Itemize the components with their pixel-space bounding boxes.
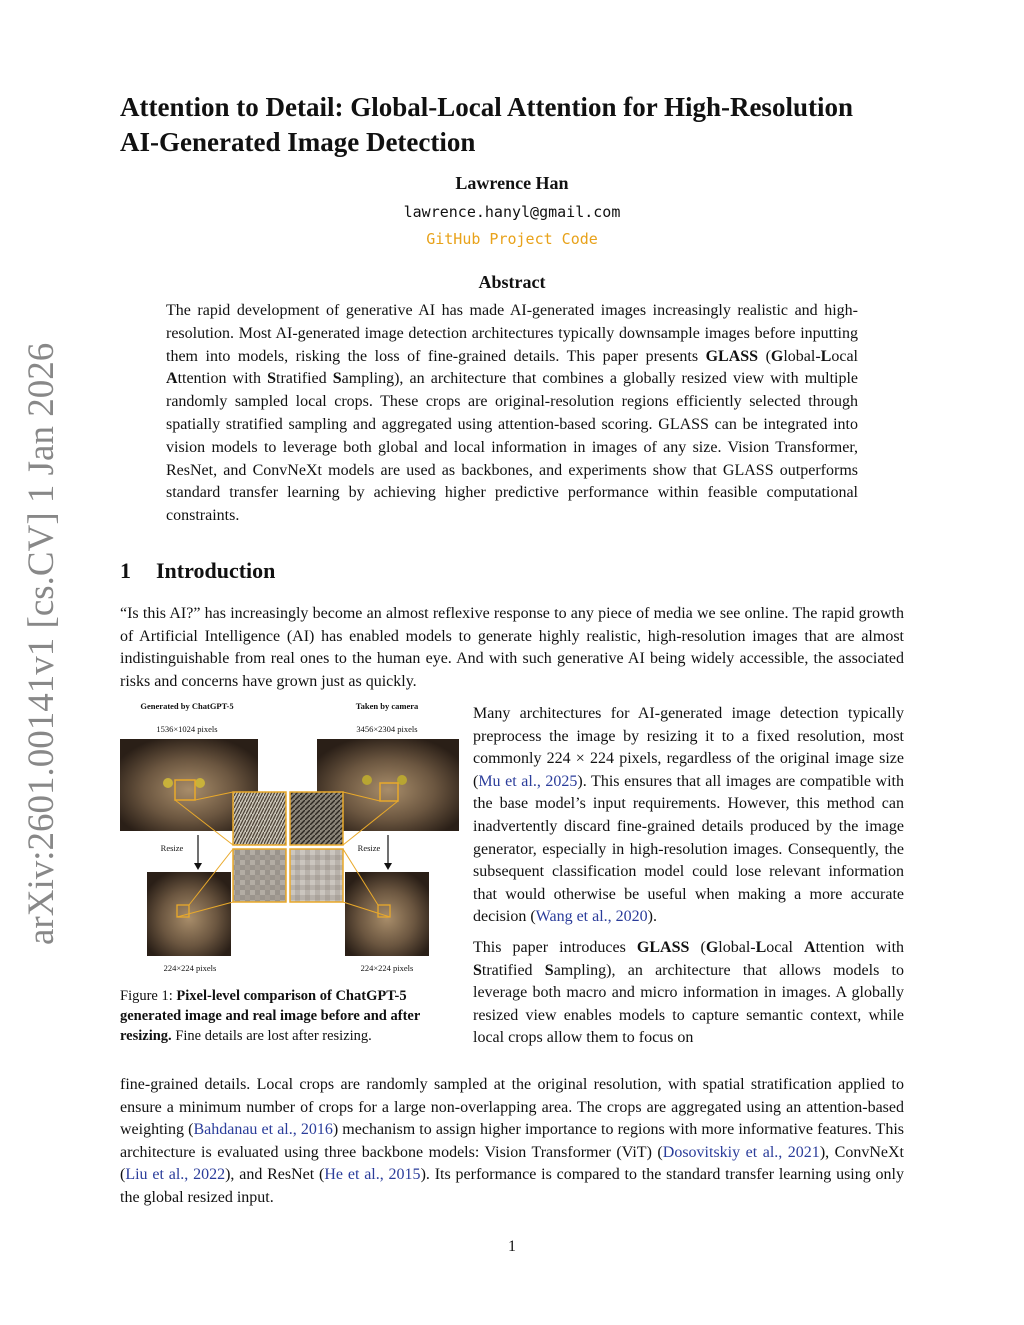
section-number: 1 xyxy=(120,558,131,583)
author-email[interactable]: lawrence.hanyl@gmail.com xyxy=(403,203,621,221)
right-column-title: Taken by camera xyxy=(355,701,419,711)
author-name: Lawrence Han xyxy=(455,173,569,193)
real-detail-crop xyxy=(290,792,343,845)
citation-link[interactable]: He et al., 2015 xyxy=(324,1166,421,1184)
paper-title xyxy=(120,90,920,160)
left-small-resolution: 224×224 pixels xyxy=(163,963,217,973)
intro-paragraph-3-continued: fine-grained details. Local crops are randomly sampled at the original resolution, with spatial stratification applied to ensure a minimum number of crops for a large non-overlapping area. The crops are aggregated using an attention-based weighting (Bahdanau et al., 2016) mechanism to assign higher importance to regions with more informative features. This architecture is evaluated using three backbone models: Vision Transformer (ViT) (Dosovitskiy et al., 2021), ConvNeXt (Liu et al., 2022), and ResNet (He et al., 2015). Its performance is compared to the standard transfer learning using only the global resized input. xyxy=(120,1076,905,1206)
intro-right-column xyxy=(473,703,904,1058)
intro-paragraph-3: This paper introduces GLASS (Global-Local Attention with Stratified Sampling), an architecture that allows models to leverage both macro and micro information in images. A globally resized view enables models to capture semantic context, while local crops allow them to focus on xyxy=(473,938,905,1047)
citation-link[interactable]: Dosovitskiy et al., 2021 xyxy=(662,1143,820,1161)
section-heading-introduction xyxy=(120,558,275,584)
arxiv-watermark: arXiv:2601.00141v1 [cs.CV] 1 Jan 2026 xyxy=(21,342,62,945)
title-line-2: AI-Generated Image Detection xyxy=(120,127,476,157)
cat-eye-icon xyxy=(362,775,372,785)
figure-1 xyxy=(120,700,460,980)
left-resolution: 1536×1024 pixels xyxy=(156,724,218,734)
section-title: Introduction xyxy=(156,558,276,583)
generated-resized-crop xyxy=(233,849,286,902)
title-line-1: Attention to Detail: Global-Local Attention for High-Resolution xyxy=(120,92,853,122)
right-small-resolution: 224×224 pixels xyxy=(360,963,414,973)
citation-link[interactable]: Bahdanau et al., 2016 xyxy=(193,1121,333,1139)
figure-caption: Figure 1: Pixel-level comparison of ChatGPT-5 generated image and real image before and after resizing. Fine details are lost after resizing. xyxy=(120,988,421,1044)
right-resolution: 3456×2304 pixels xyxy=(356,724,418,734)
resize-label-right: Resize xyxy=(357,843,381,853)
github-code-link[interactable]: GitHub Project Code xyxy=(426,230,598,248)
cat-eye-icon xyxy=(163,778,173,788)
citation-link[interactable]: Wang et al., 2020 xyxy=(535,908,648,926)
intro-paragraph-2: Many architectures for AI-generated image detection typically preprocess the image by resizing it to a fixed resolution, most commonly 224 × 224 pixels, regardless of the original image size (Mu et al., 2025). This ensures that all images are compatible with the base model’s input requirements. However, this method can inadvertently discard fine-grained details produced by the image generator, especially in high-resolution images. Consequently, the subsequent classification model could lose relevant information that would otherwise be useful when making a more accurate decision (Wang et al., 2020). xyxy=(473,705,904,926)
generated-detail-crop xyxy=(233,792,286,845)
resize-label-left: Resize xyxy=(160,843,184,853)
real-resized-image xyxy=(345,872,429,956)
cat-eye-icon xyxy=(195,778,205,788)
abstract-text: The rapid development of generative AI has made AI-generated images increasingly realistic and high-resolution. Most AI-generated image detection architectures typically downsample images before inputting them into models, risking the loss of fine-grained details. This paper presents GLASS (Global-Local Attention with Stratified Sampling), an architecture that combines a globally resized view with multiple randomly sampled local crops. These crops are original-resolution regions efficiently selected through spatially stratified sampling and aggregated using attention-based scoring. GLASS can be integrated into vision models to leverage both global and local information in images of any size. Vision Transformer, ResNet, and ConvNeXt models are used as backbones, and experiments show that GLASS outperforms standard transfer learning by achieving higher predictive performance within feasible computational constraints. xyxy=(166,302,859,525)
page-number: 1 xyxy=(508,1238,516,1255)
abstract-heading: Abstract xyxy=(478,272,546,292)
citation-link[interactable]: Mu et al., 2025 xyxy=(478,772,578,790)
citation-link[interactable]: Liu et al., 2022 xyxy=(125,1166,226,1184)
intro-paragraph-1: “Is this AI?” has increasingly become an almost reflexive response to any piece of media we see online. The rapid growth of Artificial Intelligence (AI) has enabled models to generate highly realistic, high-resolution images that are almost indistinguishable from real ones to the human eye. And with such generative AI being widely accessible, the associated risks and concerns have grown just as quickly. xyxy=(120,605,904,690)
left-column-title: Generated by ChatGPT-5 xyxy=(140,701,234,711)
real-resized-crop xyxy=(290,849,343,902)
